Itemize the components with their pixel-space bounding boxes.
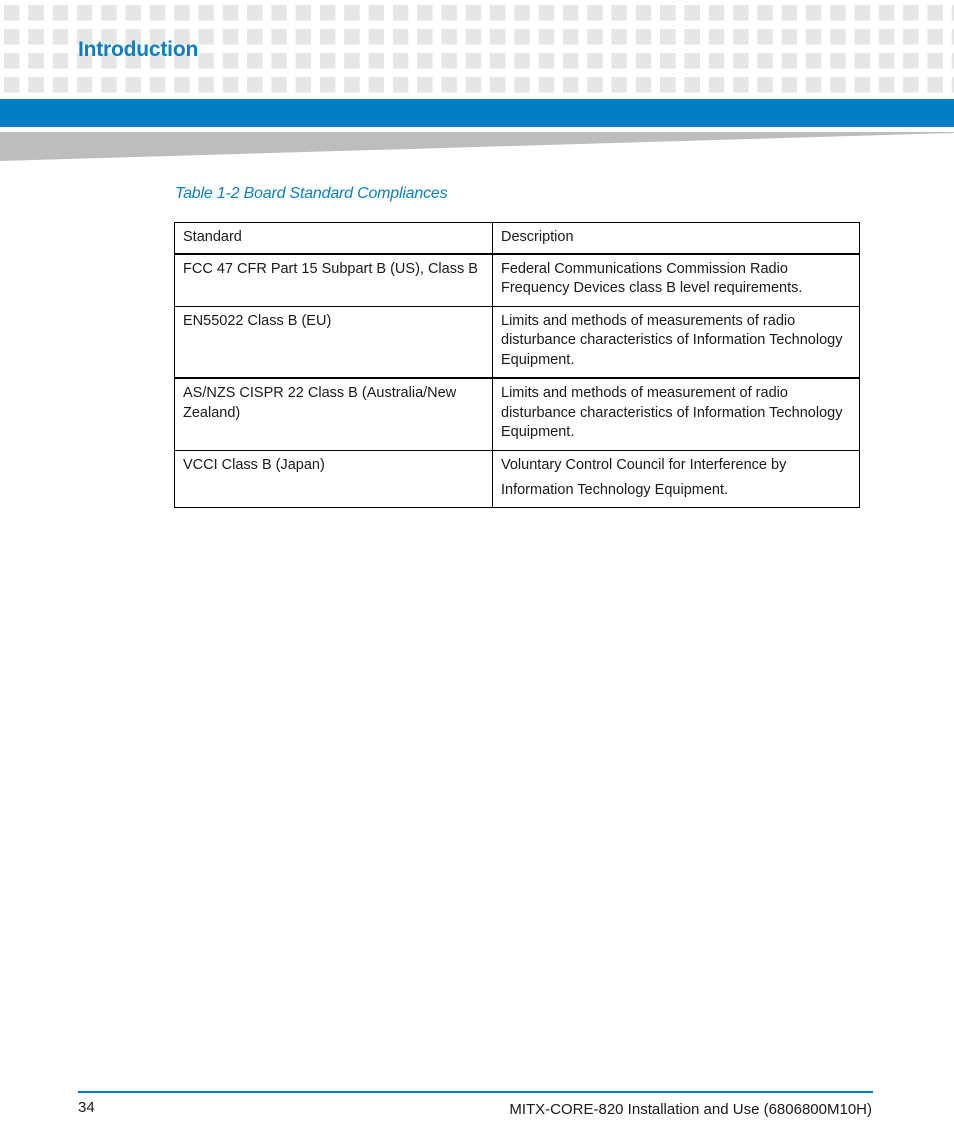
- table-row: [175, 254, 860, 307]
- section-title: Introduction: [78, 38, 199, 61]
- header-blue-band: [0, 99, 954, 127]
- header-gray-wedge: [0, 127, 954, 167]
- table-row: [175, 450, 860, 507]
- standard-cell: EN55022 Class B (EU): [175, 306, 493, 378]
- table-row: [175, 306, 860, 378]
- table-caption: Table 1-2 Board Standard Compliances: [175, 185, 448, 202]
- footer-rule: [78, 1091, 873, 1093]
- standard-cell: FCC 47 CFR Part 15 Subpart B (US), Class B: [175, 254, 493, 307]
- table-row: [175, 378, 860, 450]
- description-cell: Limits and methods of measurement of radio disturbance characteristics of Information Technology Equipment.: [493, 378, 860, 450]
- column-header-description: Description: [493, 223, 860, 254]
- description-cell: Federal Communications Commission Radio Frequency Devices class B level requirements.: [493, 254, 860, 307]
- page-number: 34: [78, 1099, 95, 1116]
- description-cell: Limits and methods of measurements of radio disturbance characteristics of Information Technology Equipment.: [493, 306, 860, 378]
- description-cell: Voluntary Control Council for Interference by Information Technology Equipment.: [493, 450, 860, 507]
- compliance-table: [174, 222, 860, 508]
- standard-cell: AS/NZS CISPR 22 Class B (Australia/New Zealand): [175, 378, 493, 450]
- standard-cell: VCCI Class B (Japan): [175, 450, 493, 507]
- table-header-row: [175, 223, 860, 254]
- footer-document-title: MITX-CORE-820 Installation and Use (6806800M10H): [509, 1101, 872, 1118]
- column-header-standard: Standard: [175, 223, 493, 254]
